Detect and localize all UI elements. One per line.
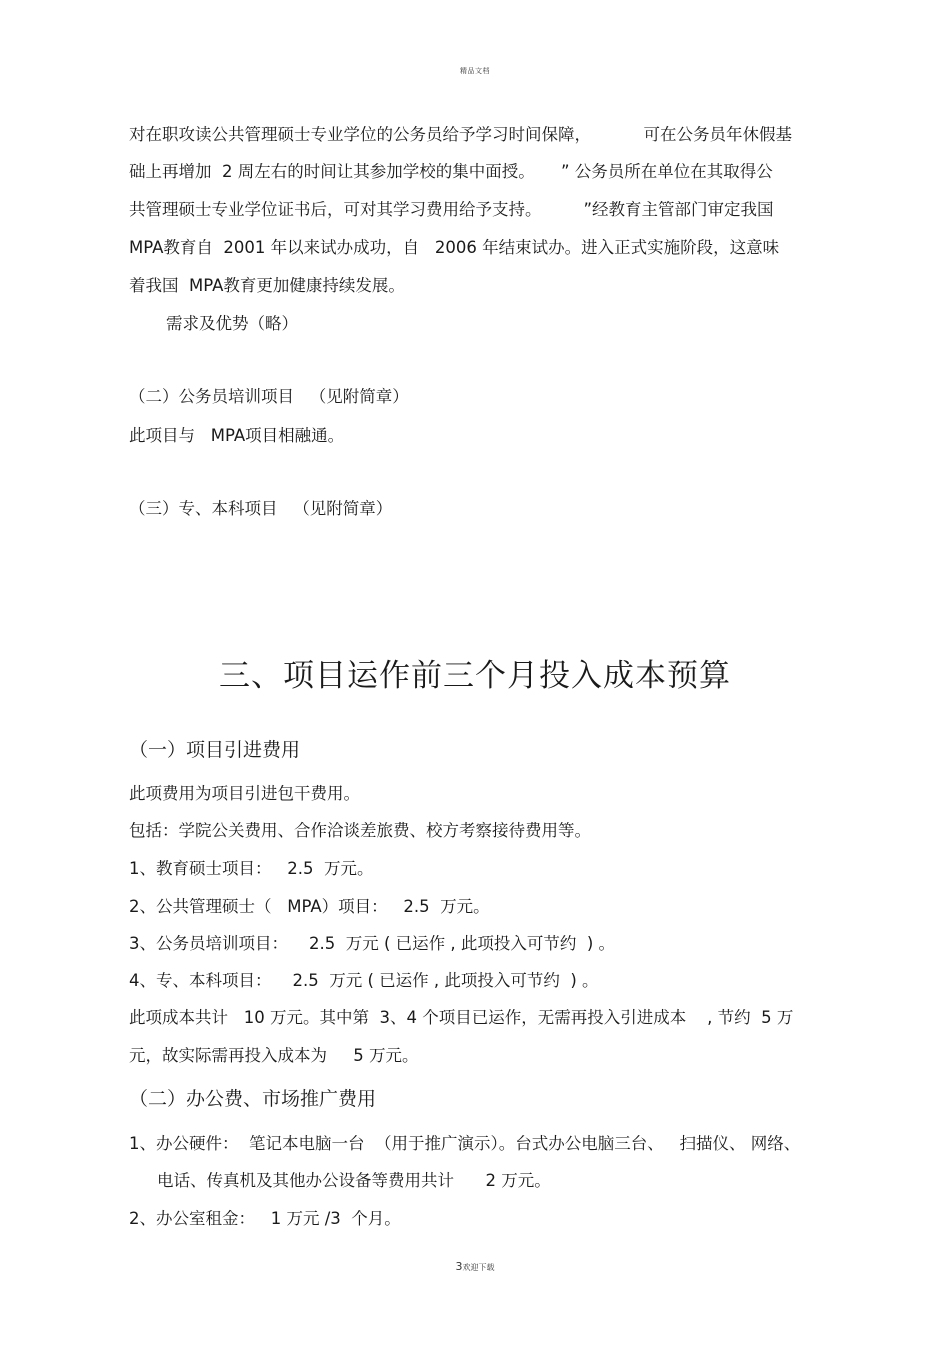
cost-line: 元，故实际需再投入成本为 5 万元。 xyxy=(129,1046,419,1065)
page-number: 3 xyxy=(455,1260,463,1273)
paragraph-line: 对在职攻读公共管理硕士专业学位的公务员给予学习时间保障， 可在公务员年休假基 xyxy=(129,125,792,144)
cost-line: 4、专、本科项目： 2.5 万元 ( 已运作 , 此项投入可节约 ) 。 xyxy=(129,971,599,990)
sub-heading: （一）项目引进费用 xyxy=(129,739,301,761)
header-watermark: 精品文档 xyxy=(460,67,490,75)
cost-line: 包括：学院公关费用、合作洽谈差旅费、校方考察接待费用等。 xyxy=(129,821,591,840)
office-line: 2、办公室租金： 1 万元 /3 个月。 xyxy=(129,1209,401,1228)
office-line: 电话、传真机及其他办公设备等费用共计 2 万元。 xyxy=(157,1171,551,1190)
paragraph-line: 础上再增加 2 周左右的时间让其参加学校的集中面授。 ” 公务员所在单位在其取得公 xyxy=(129,162,773,181)
page-footer xyxy=(0,1260,950,1273)
paragraph-line: 着我国 MPA教育更加健康持续发展。 xyxy=(129,276,405,295)
footer-text: 欢迎下载 xyxy=(462,1263,495,1272)
cost-line: 3、公务员培训项目： 2.5 万元 ( 已运作 , 此项投入可节约 ) 。 xyxy=(129,934,616,953)
sub-heading: （二）办公费、市场推广费用 xyxy=(129,1088,377,1110)
section-heading: （三）专、本科项目 （见附简章） xyxy=(129,499,393,518)
section-heading: （二）公务员培训项目 （见附简章） xyxy=(129,387,409,406)
main-heading: 三、项目运作前三个月投入成本预算 xyxy=(219,658,731,694)
cost-line: 1、教育硕士项目： 2.5 万元。 xyxy=(129,859,374,878)
section-body: 此项目与 MPA项目相融通。 xyxy=(129,426,345,445)
paragraph-line: MPA教育自 2001 年以来试办成功，自 2006 年结束试办。进入正式实施阶段，这意味 xyxy=(129,238,780,257)
cost-line: 2、公共管理硕士（ MPA）项目： 2.5 万元。 xyxy=(129,897,490,916)
office-line: 1、办公硬件： 笔记本电脑一台 （用于推广演示）。台式办公电脑三台、 扫描仪、 网络、 xyxy=(129,1134,801,1153)
cost-line: 此项费用为项目引进包干费用。 xyxy=(129,784,360,803)
cost-line: 此项成本共计 10 万元。其中第 3、4 个项目已运作，无需再投入引进成本 , 节约 5 万 xyxy=(129,1008,794,1027)
paragraph-line: 共管理硕士专业学位证书后，可对其学习费用给予支持。 ”经教育主管部门审定我国 xyxy=(129,200,774,219)
demand-line: 需求及优势（略） xyxy=(166,314,298,333)
